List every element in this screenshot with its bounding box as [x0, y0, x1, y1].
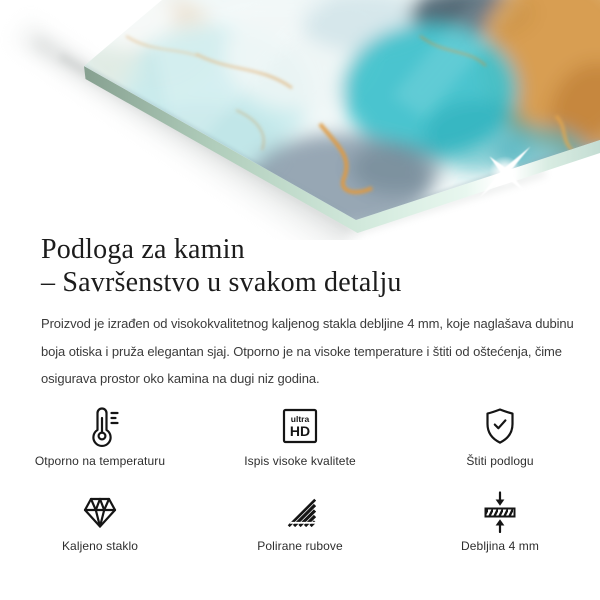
- product-description: [41, 310, 574, 393]
- ultra-text: ultra: [290, 414, 310, 424]
- glass-panel-image: [0, 0, 600, 240]
- feature-label: Štiti podlogu: [466, 454, 534, 468]
- feature-temperature: [0, 396, 200, 477]
- feature-label: Kaljeno staklo: [61, 539, 139, 553]
- feature-print-quality: [200, 396, 400, 477]
- feature-label: Debljina 4 mm: [461, 539, 539, 553]
- title-line-1: Podloga za kamin: [41, 234, 245, 265]
- hero-image: [0, 0, 600, 240]
- ultra-hd-icon: [278, 404, 322, 448]
- hd-text: HD: [289, 423, 311, 439]
- feature-thickness: [400, 481, 600, 562]
- feature-label: Polirane rubove: [257, 539, 343, 553]
- feature-protects-surface: [400, 396, 600, 477]
- description-line: boja otiska i pruža elegantan sjaj. Otporno je na visoke temperature i štiti od oštećenja, čime: [41, 343, 562, 359]
- feature-tempered-glass: [0, 481, 200, 562]
- thickness-icon: [478, 489, 522, 533]
- feature-label: Ispis visoke kvalitete: [244, 454, 356, 468]
- diamond-icon: [78, 489, 122, 533]
- title-line-2: – Savršenstvo u svakom detalju: [41, 267, 402, 298]
- feature-label: Otporno na temperaturu: [34, 454, 166, 468]
- polished-edges-icon: [278, 489, 322, 533]
- description-line: osigurava prostor oko kamina na dugi niz godina.: [41, 371, 320, 386]
- shield-check-icon: [478, 404, 522, 448]
- features-grid: [0, 396, 600, 562]
- feature-polished-edges: [200, 481, 400, 562]
- page-title: [41, 233, 402, 299]
- description-line: Proizvod je izrađen od visokokvalitetnog kaljenog stakla debljine 4 mm, koje naglašava dubinu: [41, 316, 574, 331]
- thermometer-icon: [78, 404, 122, 448]
